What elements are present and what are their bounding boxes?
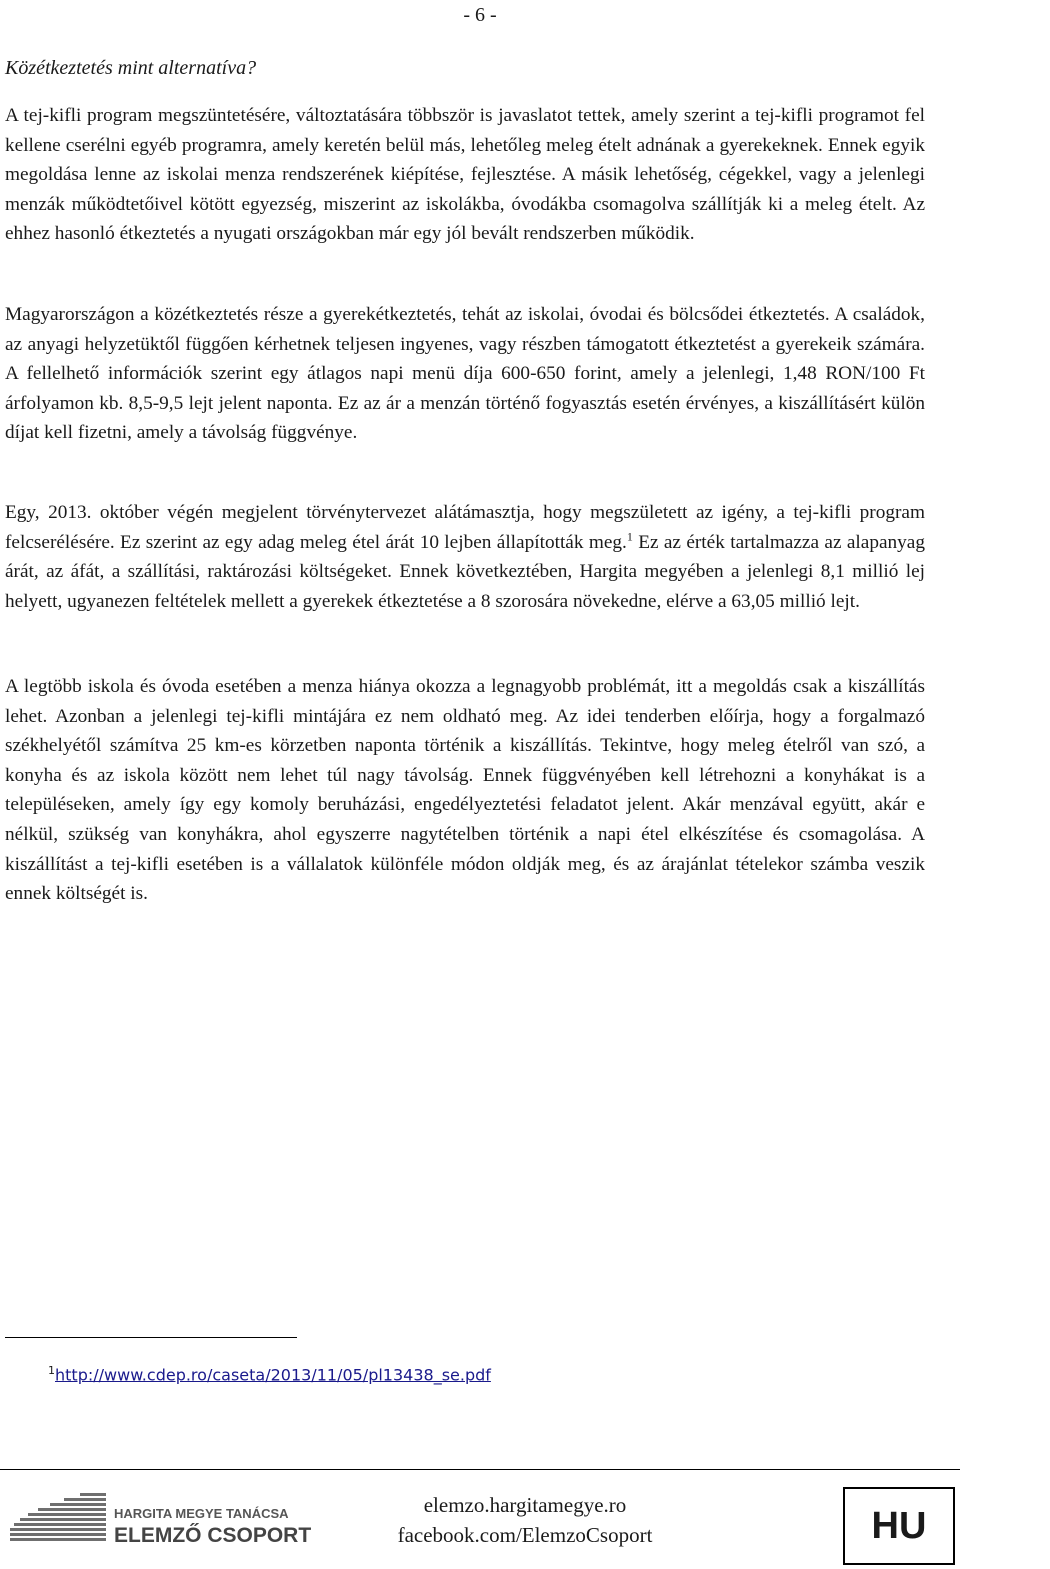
- footnote: [48, 1360, 491, 1386]
- section-title: Közétkeztetés mint alternatíva?: [5, 57, 257, 79]
- footnote-reference[interactable]: 1: [626, 529, 633, 544]
- paragraph-4: A legtöbb iskola és óvoda esetében a menza hiánya okozza a legnagyobb problémát, itt a megoldás csak a kiszállítás lehet. Azonban a jelenlegi tej-kifli mintájára ez nem oldható meg. Az idei tenderben előírja, hogy a forgalmazó székhelyétől számítva 25 km-es körzetben naponta történik a kiszállítás. Tekintve, hogy meleg ételről van szó, a konyha és az iskola között nem lehet túl nagy távolság. Ennek függvényében kell létrehozni a konyhákat is a településeken, amely így egy komoly beruházási, engedélyeztetési feladatot jelent. Akár menzával együtt, akár e nélkül, szükség van konyhákra, ahol egyszerre nagytételben történik a napi étel elkészítése és csomagolása. A kiszállítást a tej-kifli esetében is a vállalatok különféle módon oldják meg, és az árajánlat tételekor számba veszik ennek költségét is.: [5, 676, 925, 905]
- language-badge: HU: [843, 1487, 955, 1565]
- logo-line-2: ELEMZŐ CSOPORT: [114, 1524, 312, 1547]
- paragraph-3: [5, 498, 925, 616]
- footnote-marker: 1: [48, 1364, 55, 1377]
- page-number: - 6 -: [463, 4, 497, 26]
- footnote-divider: [5, 1337, 297, 1338]
- footnote-link[interactable]: http://www.cdep.ro/caseta/2013/11/05/pl13438_se.pdf: [55, 1365, 491, 1385]
- logo-line-1: HARGITA MEGYE TANÁCSA: [114, 1506, 289, 1521]
- paragraph-2: Magyarországon a közétkeztetés része a gyerekétkeztetés, tehát az iskolai, óvodai és bölcsődei étkeztetés. A családok, az anyagi helyzetüktől függően kérhetnek teljesen ingyenes, vagy részben támogatott étkeztetést a gyerekeik számára. A fellelhető információk szerint egy átlagos napi menü díja 600-650 forint, amely a jelenlegi, 1,48 RON/100 Ft árfolyamon kb. 8,5-9,5 lejt jelent naponta. Ez az ár a menzán történő fogyasztás esetén érvényes, a kiszállításért külön díjat kell fizetni, amely a távolság függvénye.: [5, 304, 925, 444]
- facebook-link[interactable]: facebook.com/ElemzoCsoport: [397, 1523, 653, 1547]
- paragraph-3-part-a: Egy, 2013. október végén megjelent törvénytervezet alátámasztja, hogy megszületett az igény, a tej-kifli program felcserélésére. Ez szerint az egy adag meleg étel árát 10 lejben állapították meg.: [5, 502, 925, 553]
- paragraph-1: A tej-kifli program megszüntetésére, változtatására többször is javaslatot tettek, amely szerint a tej-kifli programot fel kellene cserélni egyéb programra, amely keretén belül más, lehetőleg meleg ételt adnának a gyerekeknek. Ennek egyik megoldása lenne az iskolai menza rendszerének kiépítése, fejlesztése. A másik lehetőség, cégekkel, vagy a jelenlegi menzák működtetőivel kötött egyezség, miszerint az iskolákba, óvodákba csomagolva szállítják ki a meleg ételt. Az ehhez hasonló étkeztetés a nyugati országokban már egy jól bevált rendszerben működik.: [5, 105, 925, 245]
- footer-divider: [0, 1469, 960, 1470]
- website-link[interactable]: elemzo.hargitamegye.ro: [423, 1493, 627, 1517]
- paragraph-3-part-b: Ez az érték tartalmazza az alapanyag árát, az áfát, a szállítási, raktározási költségeket. Ennek következtében, Hargita megyében a jelenlegi 8,1 millió lej helyett, ugyanezen feltételek mellett a gyerekek étkeztetése a 8 szorosára növekedne, elérve a 63,05 millió lejt.: [5, 531, 925, 612]
